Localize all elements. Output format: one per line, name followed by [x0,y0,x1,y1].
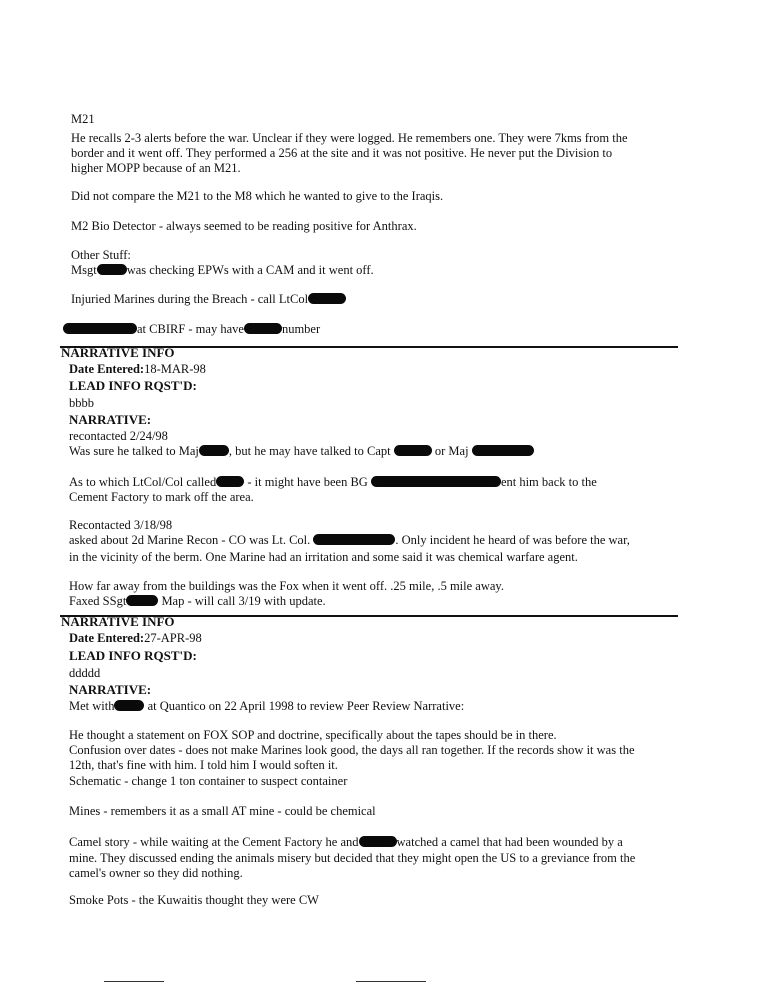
confusion-line-2: 12th, that's fine with him. I told him I would soften it. [69,758,338,772]
msgt-text-a: Msgt [71,263,97,277]
met-text-b: at Quantico on 22 April 1998 to review Peer Review Narrative: [147,699,465,713]
schematic-line: Schematic - change 1 ton container to suspect container [69,774,348,788]
faxed-line [69,594,326,609]
which-text-a: As to which LtCol/Col called [69,475,217,489]
confusion-line-1: Confusion over dates - does not make Marines look good, the days all ran together. If the records show it was the [69,743,635,757]
camel-line-2: mine. They discussed ending the animals misery but decided that they might open the US to a greviance from the [69,851,636,865]
camel-line-3: camel's owner so they did nothing. [69,866,243,880]
smoke-pots-line: Smoke Pots - the Kuwaitis thought they were CW [69,893,319,907]
redaction [472,445,534,456]
asked-text-b: . Only incident he heard of was before the war, [395,533,630,547]
recontacted-1: recontacted 2/24/98 [69,429,168,443]
lead-info-value: bbbb [69,396,94,410]
scan-artifact [356,981,426,982]
lead-info-value: ddddd [69,666,101,680]
redaction [244,323,282,334]
sure-text-c: or Maj [434,444,469,458]
scan-artifact [104,981,164,982]
met-line [69,699,464,714]
m21-heading: M21 [71,112,95,126]
redaction [63,323,137,334]
date-entered-value: 27-APR-98 [144,631,202,645]
cbirf-line [63,322,320,337]
which-line-2: Cement Factory to mark off the area. [69,490,254,504]
m21-line-2: border and it went off. They performed a 256 at the site and it was not positive. He never put the Division to [71,146,613,160]
mines-line: Mines - remembers it as a small AT mine - could be chemical [69,804,376,818]
redaction [199,445,229,456]
date-entered-value: 18-MAR-98 [144,362,206,376]
redaction [97,264,127,275]
recontacted-2: Recontacted 3/18/98 [69,518,173,532]
date-entered-row [69,631,202,646]
narrative-info-header: NARRATIVE INFO [61,614,175,629]
msgt-line [71,263,374,278]
m8-line: Did not compare the M21 to the M8 which he wanted to give to the Iraqis. [71,189,444,203]
other-stuff-heading: Other Stuff: [71,248,131,262]
date-entered-row [69,362,206,377]
cbirf-text-b: number [281,322,321,336]
thought-line: He thought a statement on FOX SOP and doctrine, specifically about the tapes should be in there. [69,728,557,742]
vicinity-line: in the vicinity of the berm. One Marine had an irritation and some said it was chemical warfare agent. [69,550,578,564]
injured-text: Injuried Marines during the Breach - call LtCol [71,292,309,306]
lead-info-label: LEAD INFO RQST'D: [69,648,197,663]
m21-line-1: He recalls 2-3 alerts before the war. Unclear if they were logged. He remembers one. They were 7kms from the [71,131,628,145]
date-entered-label: Date Entered: [69,362,145,376]
faxed-text-b: Map - will call 3/19 with update. [161,594,326,608]
faxed-text-a: Faxed SSgt [69,594,127,608]
redaction [313,534,395,545]
redaction [126,595,158,606]
redaction [371,476,501,487]
sure-line [69,444,534,459]
redaction [394,445,432,456]
narrative-label: NARRATIVE: [69,412,152,427]
met-text-a: Met with [69,699,115,713]
msgt-text-b: was checking EPWs with a CAM and it went off. [126,263,374,277]
redaction [216,476,244,487]
asked-line [69,533,630,548]
narrative-label: NARRATIVE: [69,682,152,697]
redaction [114,700,144,711]
redaction [308,293,346,304]
which-line [69,475,597,490]
camel-text-b: watched a camel that had been wounded by a [396,835,623,849]
sure-text-b: , but he may have talked to Capt [228,444,391,458]
lead-info-label: LEAD INFO RQST'D: [69,378,197,393]
which-text-c: ent him back to the [500,475,597,489]
m21-line-3: higher MOPP because of an M21. [71,161,241,175]
cbirf-text-a: at CBIRF - may have [137,322,244,336]
injured-line [71,292,346,307]
redaction [359,836,397,847]
asked-text-a: asked about 2d Marine Recon - CO was Lt. Col. [69,533,311,547]
m2-line: M2 Bio Detector - always seemed to be reading positive for Anthrax. [71,219,417,233]
camel-text-a: Camel story - while waiting at the Cement Factory he and [69,835,359,849]
camel-line-1 [69,835,623,850]
how-far-line: How far away from the buildings was the Fox when it went off. .25 mile, .5 mile away. [69,579,504,593]
narrative-info-header: NARRATIVE INFO [61,345,175,360]
which-text-b: - it might have been BG [247,475,368,489]
date-entered-label: Date Entered: [69,631,145,645]
sure-text-a: Was sure he talked to Maj [69,444,199,458]
